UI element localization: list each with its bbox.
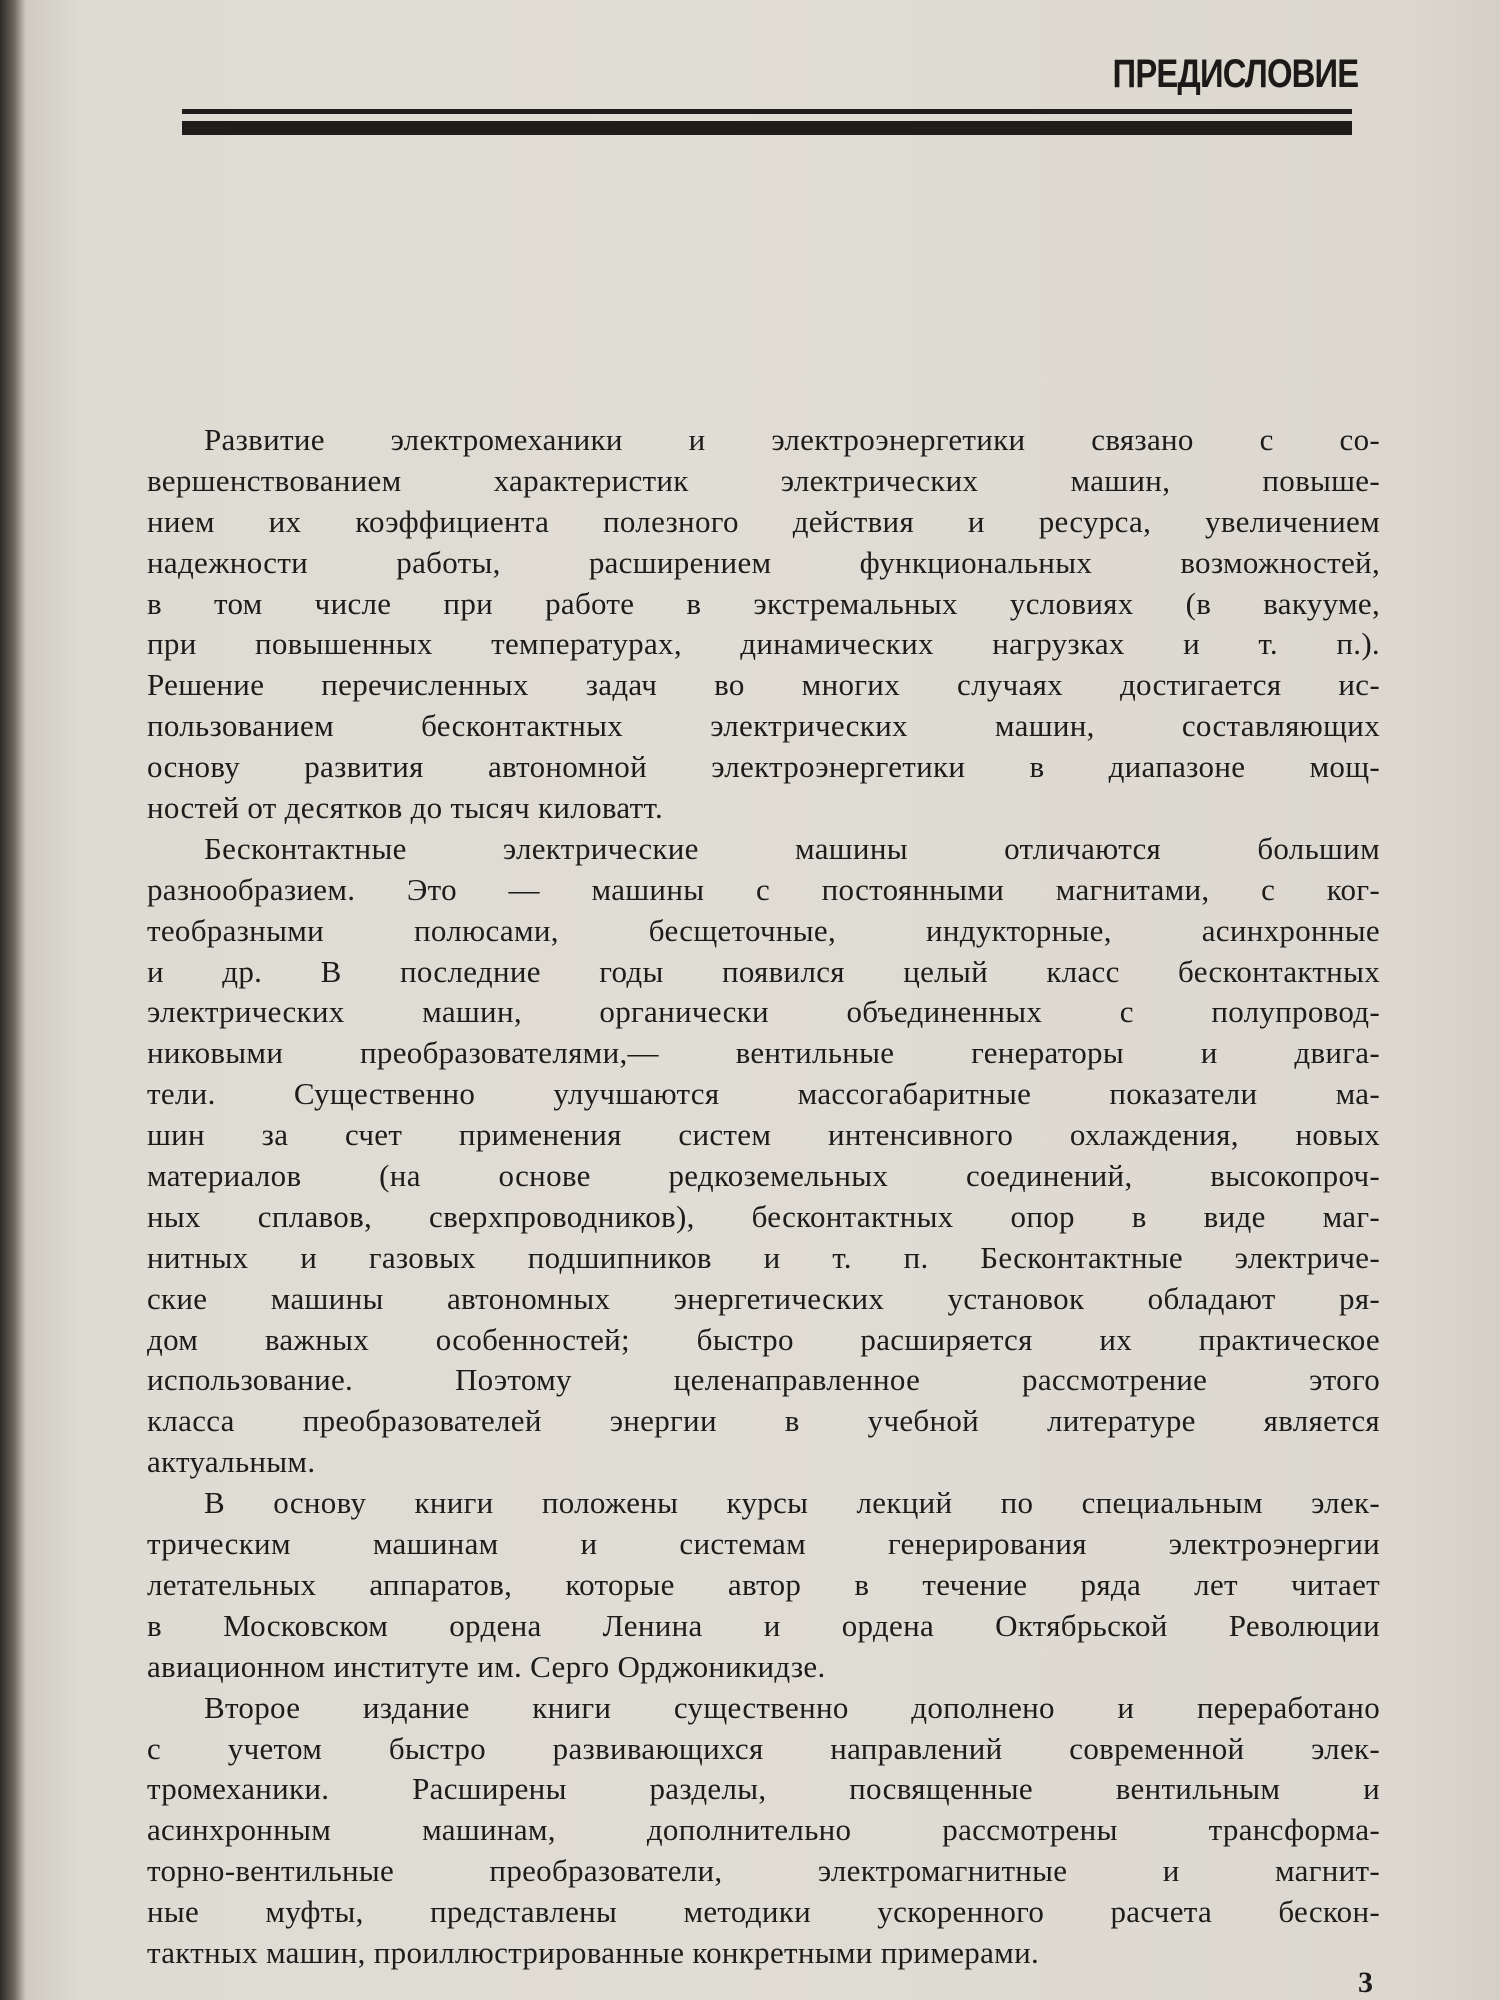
paragraph — [147, 1483, 1380, 1687]
header-rule-thick — [182, 121, 1352, 135]
chapter-title: ПРЕДИСЛОВИЕ — [1112, 52, 1359, 96]
text-line-content: асинхронным машинам, дополнительно рассмотрены трансформа- — [147, 1812, 1380, 1848]
text-line-content: дом важных особенностей; быстро расширяется их практическое — [147, 1321, 1380, 1357]
text-line — [147, 952, 1380, 993]
text-line-content: тели. Существенно улучшаются массогабаритные показатели ма- — [147, 1076, 1380, 1112]
text-line-content: Решение перечисленных задач во многих случаях достигается ис- — [147, 667, 1380, 703]
text-line-content: никовыми преобразователями,— вентильные генераторы и двига- — [147, 1035, 1380, 1071]
text-line — [147, 1279, 1380, 1320]
text-line-content: основу развития автономной электроэнергетики в диапазоне мощ- — [147, 749, 1380, 785]
text-line-content: тактных машин, проиллюстрированные конкретными примерами. — [147, 1934, 1040, 1970]
text-line — [147, 1647, 1380, 1688]
text-line — [147, 1320, 1380, 1361]
text-line — [147, 420, 1380, 461]
text-line-content: летательных аппаратов, которые автор в течение ряда лет читает — [147, 1566, 1380, 1602]
text-line — [147, 992, 1380, 1033]
text-line — [147, 543, 1380, 584]
text-line — [147, 1851, 1380, 1892]
body-text — [147, 420, 1380, 1974]
text-line — [147, 1156, 1380, 1197]
text-line-content: пользованием бесконтактных электрических машин, составляющих — [147, 708, 1380, 744]
text-line — [147, 1360, 1380, 1401]
text-line-content: актуальным. — [147, 1444, 316, 1480]
text-line — [147, 502, 1380, 543]
text-line-content: разнообразием. Это — машины с постоянными магнитами, с ког- — [147, 871, 1380, 907]
text-line-content: Бесконтактные электрические машины отличаются большим — [204, 830, 1380, 866]
text-line — [147, 1892, 1380, 1933]
paragraph — [147, 1688, 1380, 1974]
text-line — [147, 1933, 1380, 1974]
text-line — [147, 747, 1380, 788]
text-line — [147, 624, 1380, 665]
text-line — [147, 1442, 1380, 1483]
text-line-content: Второе издание книги существенно дополнено и переработано — [204, 1689, 1380, 1725]
text-line — [147, 1197, 1380, 1238]
header-rule-thin — [182, 109, 1352, 114]
text-line — [147, 788, 1380, 829]
text-line-content: торно-вентильные преобразователи, электромагнитные и магнит- — [147, 1853, 1380, 1889]
text-line — [147, 1729, 1380, 1770]
text-line-content: электрических машин, органически объединенных с полупровод- — [147, 994, 1380, 1030]
text-line — [147, 1688, 1380, 1729]
text-line-content: использование. Поэтому целенаправленное рассмотрение этого — [147, 1362, 1380, 1398]
text-line — [147, 1769, 1380, 1810]
text-line — [147, 1238, 1380, 1279]
text-line-content: ные муфты, представлены методики ускоренного расчета бескон- — [147, 1894, 1380, 1930]
text-line — [147, 1483, 1380, 1524]
text-line — [147, 1115, 1380, 1156]
text-line — [147, 1810, 1380, 1851]
text-line — [147, 1074, 1380, 1115]
text-line — [147, 706, 1380, 747]
text-line-content: надежности работы, расширением функциональных возможностей, — [147, 544, 1380, 580]
text-line-content: при повышенных температурах, динамических нагрузках и т. п.). — [147, 626, 1380, 662]
paragraph — [147, 420, 1380, 829]
text-line-content: нием их коэффициента полезного действия и ресурса, увеличением — [147, 503, 1380, 539]
text-line-content: В основу книги положены курсы лекций по специальным элек- — [204, 1485, 1380, 1521]
text-line — [147, 1033, 1380, 1074]
text-line-content: в Московском ордена Ленина и ордена Октябрьской Революции — [147, 1607, 1380, 1643]
text-line — [147, 870, 1380, 911]
text-line-content: ностей от десятков до тысяч киловатт. — [147, 790, 664, 826]
text-line-content: шин за счет применения систем интенсивного охлаждения, новых — [147, 1117, 1380, 1153]
text-line — [147, 461, 1380, 502]
text-line — [147, 665, 1380, 706]
text-line-content: материалов (на основе редкоземельных соединений, высокопроч- — [147, 1158, 1380, 1194]
text-line-content: вершенствованием характеристик электрических машин, повыше- — [147, 462, 1380, 498]
text-line-content: нитных и газовых подшипников и т. п. Бесконтактные электриче- — [147, 1239, 1380, 1275]
text-line-content: и др. В последние годы появился целый класс бесконтактных — [147, 953, 1380, 989]
text-line — [147, 1401, 1380, 1442]
text-line-content: трическим машинам и системам генерирования электроэнергии — [147, 1526, 1380, 1562]
text-line-content: тромеханики. Расширены разделы, посвященные вентильным и — [147, 1771, 1380, 1807]
text-line-content: класса преобразователей энергии в учебной литературе является — [147, 1403, 1380, 1439]
text-line-content: Развитие электромеханики и электроэнергетики связано с со- — [204, 422, 1380, 457]
text-line — [147, 584, 1380, 625]
text-line — [147, 1524, 1380, 1565]
text-line — [147, 1565, 1380, 1606]
text-line-content: теобразными полюсами, бесщеточные, индукторные, асинхронные — [147, 912, 1380, 948]
text-line-content: в том числе при работе в экстремальных условиях (в вакууме, — [147, 585, 1380, 621]
text-line-content: авиационном институте им. Серго Орджоникидзе. — [147, 1648, 826, 1684]
text-line-content: ские машины автономных энергетических установок обладают ря- — [147, 1280, 1380, 1316]
page-number: 3 — [1358, 1966, 1373, 1999]
text-line — [147, 911, 1380, 952]
paragraph — [147, 829, 1380, 1483]
text-line — [147, 1606, 1380, 1647]
text-line-content: с учетом быстро развивающихся направлений современной элек- — [147, 1730, 1380, 1766]
text-line — [147, 829, 1380, 870]
text-line-content: ных сплавов, сверхпроводников), бесконтактных опор в виде маг- — [147, 1198, 1380, 1234]
